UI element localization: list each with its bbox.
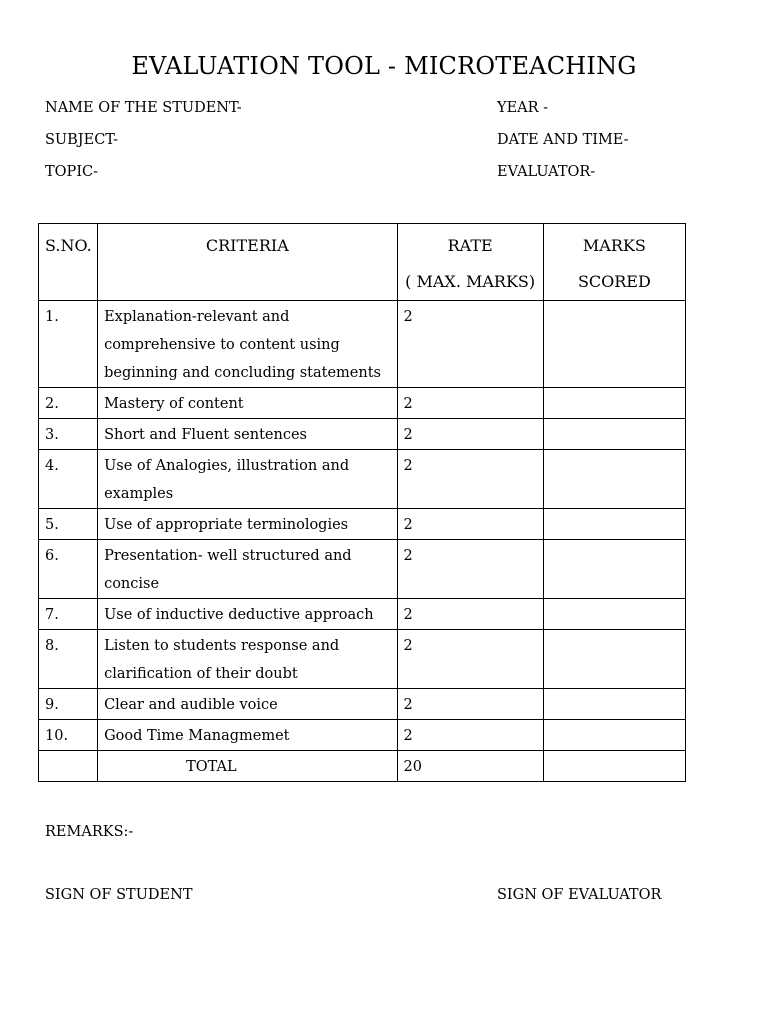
row-sno: 7. (39, 599, 98, 630)
header-marks-line1: MARKS (582, 236, 646, 255)
table-row (39, 301, 686, 388)
row-marks-scored[interactable] (543, 599, 685, 630)
row-rate: 2 (397, 388, 543, 419)
sign-of-evaluator-label: SIGN OF EVALUATOR (497, 887, 662, 903)
row-marks-scored[interactable] (543, 450, 685, 509)
row-criteria: Mastery of content (98, 388, 397, 419)
date-and-time-label: DATE AND TIME- (497, 132, 629, 148)
row-criteria: Use of Analogies, illustration and examples (98, 450, 397, 509)
row-sno: 9. (39, 689, 98, 720)
student-name-label: NAME OF THE STUDENT- (45, 100, 242, 116)
page-title: EVALUATION TOOL - MICROTEACHING (131, 52, 637, 80)
row-marks-scored[interactable] (543, 301, 685, 388)
header-rate-line2: ( MAX. MARKS) (405, 272, 536, 291)
row-criteria: Good Time Managmemet (98, 720, 397, 751)
evaluator-label: EVALUATOR- (497, 164, 596, 180)
table-header-row (39, 224, 686, 301)
row-rate: 2 (397, 419, 543, 450)
total-label: TOTAL (98, 751, 397, 782)
row-sno: 3. (39, 419, 98, 450)
year-label: YEAR - (497, 100, 549, 116)
row-criteria: Clear and audible voice (98, 689, 397, 720)
row-rate: 2 (397, 630, 543, 689)
table-row (39, 419, 686, 450)
row-criteria: Listen to students response and clarification of their doubt (98, 630, 397, 689)
row-rate: 2 (397, 450, 543, 509)
row-marks-scored[interactable] (543, 540, 685, 599)
row-marks-scored[interactable] (543, 720, 685, 751)
row-marks-scored[interactable] (543, 388, 685, 419)
row-marks-scored[interactable] (543, 689, 685, 720)
row-rate: 2 (397, 720, 543, 751)
table-row (39, 450, 686, 509)
row-sno: 1. (39, 301, 98, 388)
table-row (39, 540, 686, 599)
row-sno: 4. (39, 450, 98, 509)
total-rate: 20 (397, 751, 543, 782)
row-marks-scored[interactable] (543, 419, 685, 450)
row-sno: 8. (39, 630, 98, 689)
row-criteria: Use of appropriate terminologies (98, 509, 397, 540)
total-marks-scored[interactable] (543, 751, 685, 782)
row-rate: 2 (397, 540, 543, 599)
header-marks-line2: SCORED (577, 272, 651, 291)
row-marks-scored[interactable] (543, 509, 685, 540)
row-criteria: Explanation-relevant and comprehensive to content using beginning and concluding statements (98, 301, 397, 388)
row-sno: 10. (39, 720, 98, 751)
table-row (39, 720, 686, 751)
row-sno: 2. (39, 388, 98, 419)
row-rate: 2 (397, 301, 543, 388)
total-sno-cell (39, 751, 98, 782)
row-rate: 2 (397, 689, 543, 720)
total-row (39, 751, 686, 782)
table-row (39, 630, 686, 689)
table-row (39, 388, 686, 419)
header-rate (397, 224, 543, 301)
header-marks-scored (543, 224, 685, 301)
remarks-label: REMARKS:- (45, 824, 134, 840)
table-row (39, 689, 686, 720)
topic-label: TOPIC- (45, 164, 99, 180)
row-criteria: Presentation- well structured and concise (98, 540, 397, 599)
header-sno: S.NO. (39, 224, 98, 301)
header-rate-line1: RATE (447, 236, 493, 255)
row-marks-scored[interactable] (543, 630, 685, 689)
row-criteria: Use of inductive deductive approach (98, 599, 397, 630)
table-row (39, 599, 686, 630)
table-row (39, 509, 686, 540)
row-rate: 2 (397, 509, 543, 540)
sign-of-student-label: SIGN OF STUDENT (45, 887, 193, 903)
subject-label: SUBJECT- (45, 132, 119, 148)
row-rate: 2 (397, 599, 543, 630)
header-criteria: CRITERIA (98, 224, 397, 301)
row-sno: 6. (39, 540, 98, 599)
row-criteria: Short and Fluent sentences (98, 419, 397, 450)
row-sno: 5. (39, 509, 98, 540)
evaluation-table (38, 223, 686, 782)
